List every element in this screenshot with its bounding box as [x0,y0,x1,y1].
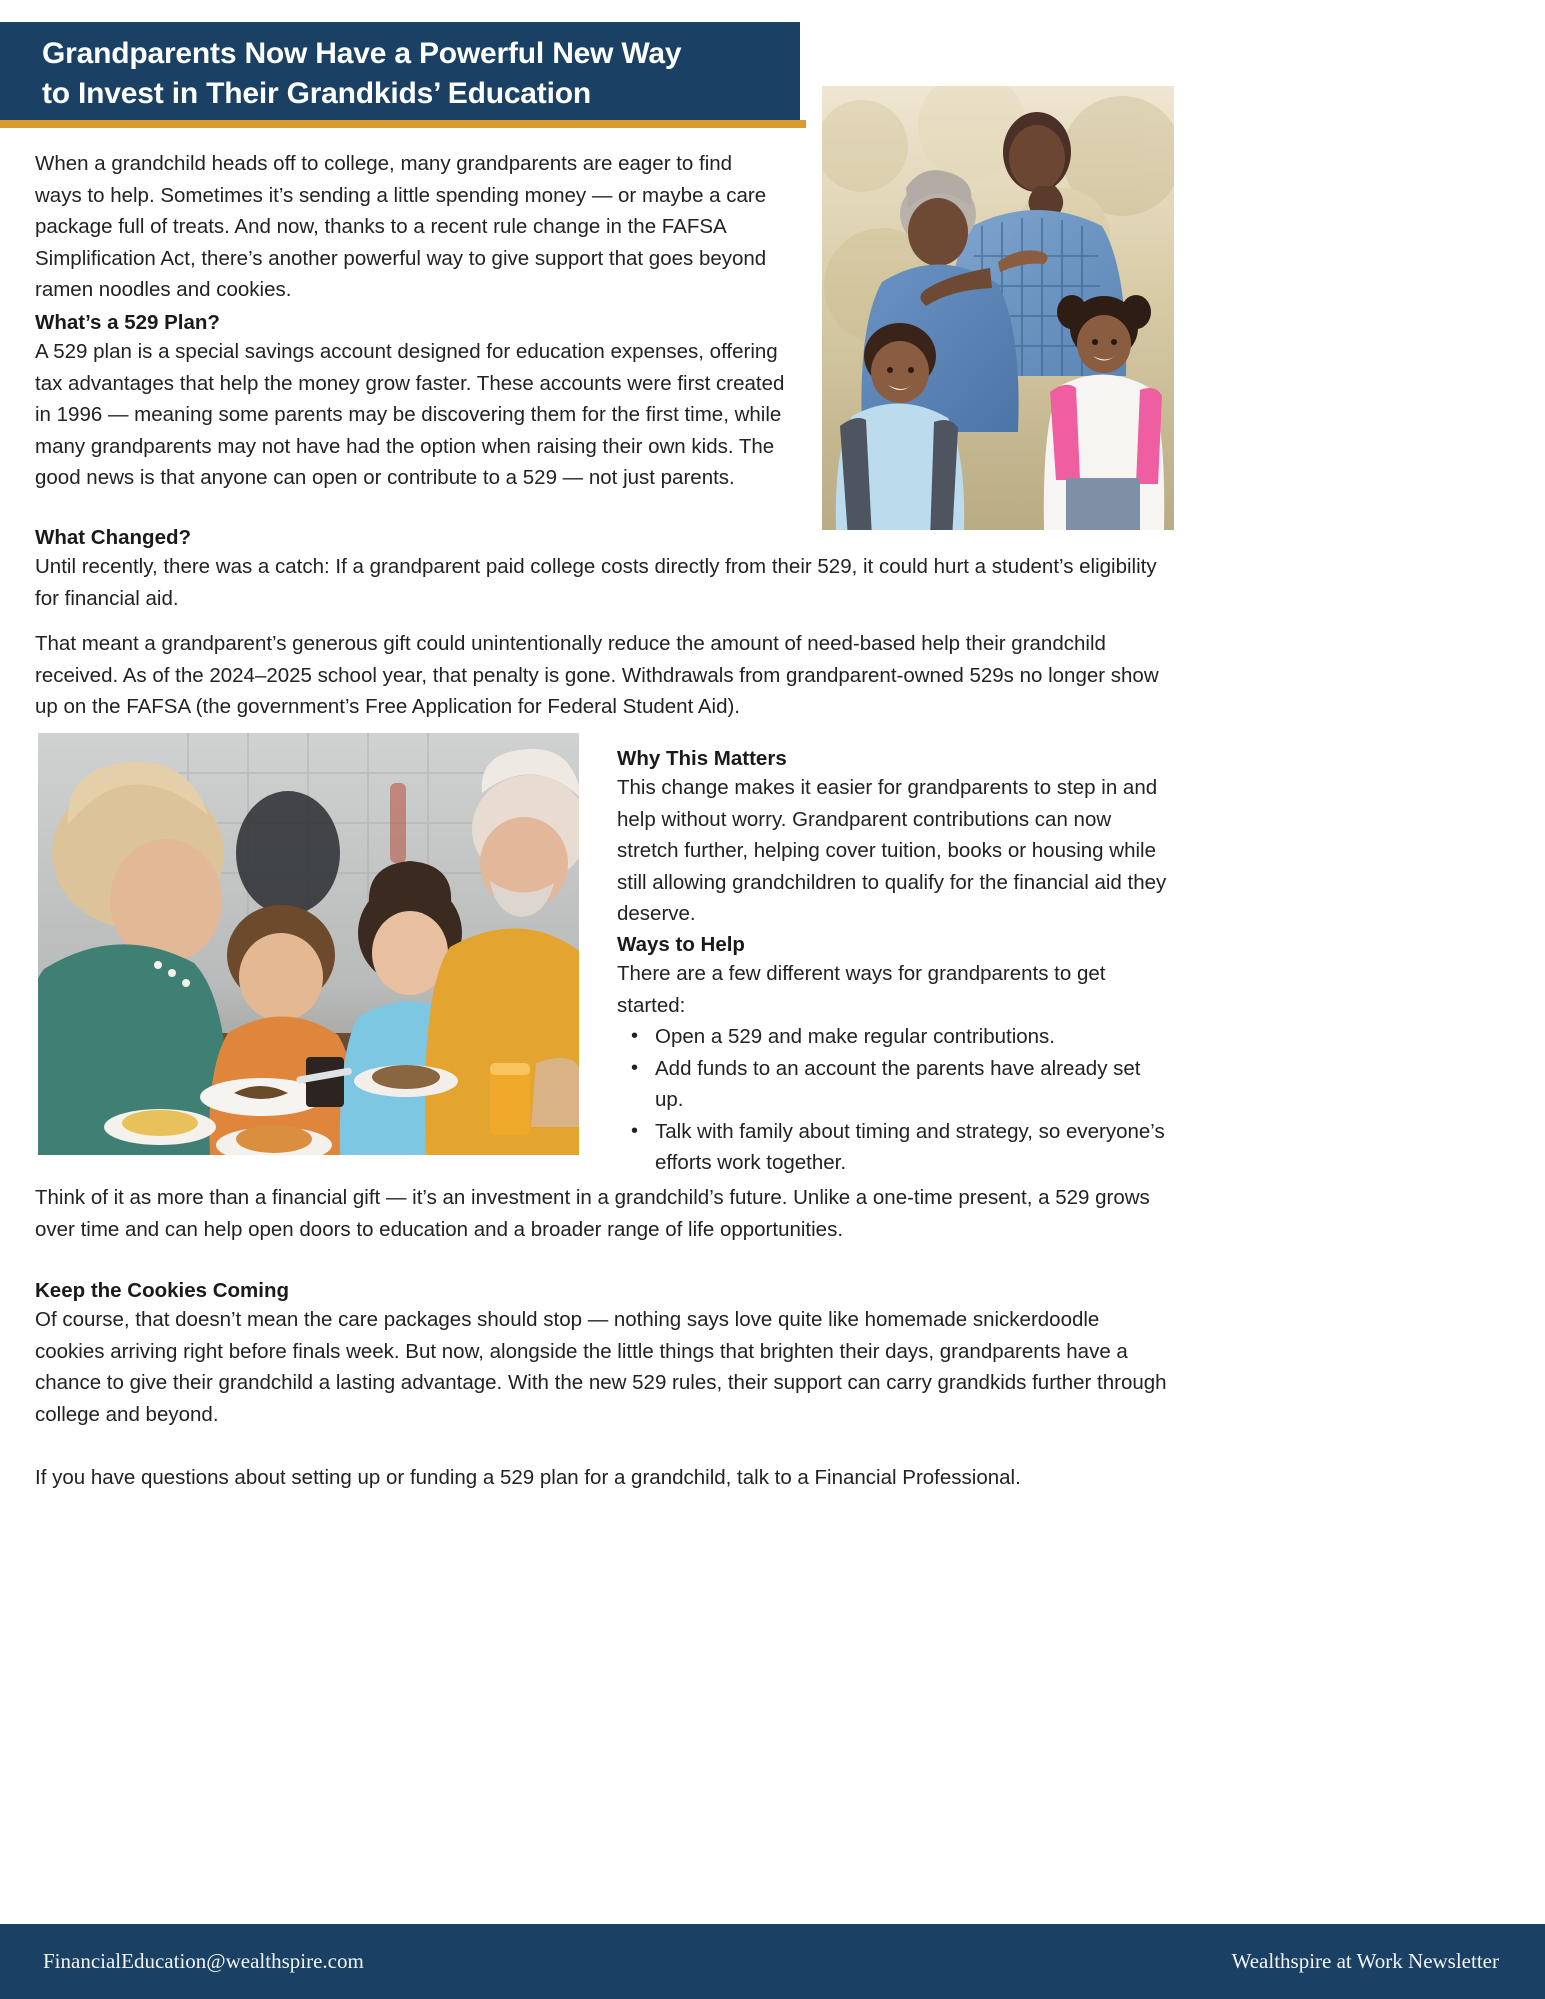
footer-newsletter-name: Wealthspire at Work Newsletter [1231,1949,1499,1973]
page-title-line-1: Grandparents Now Have a Powerful New Way [42,37,682,70]
section-529-plan-text: A 529 plan is a special savings account designed for education expenses, offering tax advantages that help the money grow faster. These accounts were first created in 1996 — meaning some parents may be discovering them for the first time, while many grandparents may not have had the option when raising their own kids. The good news is that anyone can open or contribute to a 529 — not just parents. [35,340,785,489]
heading-what-changed: What Changed? [35,526,192,549]
closing-paragraph-investment: Think of it as more than a financial gift — it’s an investment in a grandchild’s future. Unlike a one-time present, a 529 grows over time and can help open doors to education and a broader range of life opportunities. [35,1186,1150,1241]
heading-ways-to-help: Ways to Help [617,933,745,956]
section-ways-to-help-text: There are a few different ways for grandparents to get started: [617,962,1106,1017]
header-accent-rule [0,120,806,128]
heading-why-this-matters: Why This Matters [617,747,787,770]
heading-keep-the-cookies-coming: Keep the Cookies Coming [35,1279,290,1302]
heading-whats-a-529-plan: What’s a 529 Plan? [35,311,220,334]
section-what-changed-text-b: That meant a grandparent’s generous gift could unintentionally reduce the amount of need-based help their grandchild received. As of the 2024–2025 school year, that penalty is gone. Withdrawals from grandparent-owned 529s no longer show up on the FAFSA (the government’s Free Application for Federal Student Aid). [35,632,1159,718]
photo-grandparents-with-grandkids [822,86,1174,530]
section-what-changed-text: Until recently, there was a catch: If a grandparent paid college costs directly from their 529, it could hurt a student’s eligibility for financial aid. [35,555,1157,610]
section-keep-cookies-text: Of course, that doesn’t mean the care packages should stop — nothing says love quite like homemade snickerdoodle cookies arriving right before finals week. But now, alongside the little things that brighten their days, grandparents have a chance to give their grandchild a lasting advantage. With the new 529 rules, their support can carry grandkids further through college and beyond. [35,1308,1167,1426]
ways-to-help-list [617,1021,1173,1179]
list-item: • Open a 529 and make regular contributions. [617,1021,1173,1053]
call-to-action-paragraph: If you have questions about setting up or funding a 529 plan for a grandchild, talk to a Financial Professional. [35,1466,1021,1489]
intro-paragraph: When a grandchild heads off to college, many grandparents are eager to find ways to help. Sometimes it’s sending a little spending money — or maybe a care package full of treats. And now, thanks to a recent rule change in the FAFSA Simplification Act, there’s another powerful way to give support that goes beyond ramen noodles and cookies. [35,152,767,301]
photo-family-at-breakfast-table [38,733,579,1155]
footer-email[interactable]: FinancialEducation@wealthspire.com [43,1949,364,1973]
page-title-line-2: to Invest in Their Grandkids’ Education [42,76,591,110]
section-why-this-matters-text: This change makes it easier for grandparents to step in and help without worry. Grandparent contributions can now stretch further, helping cover tuition, books or housing while still allowing grandchildren to qualify for the financial aid they deserve. [617,776,1167,925]
list-item: • Add funds to an account the parents have already set up. [617,1053,1173,1116]
page-title [42,34,782,114]
list-item: • Talk with family about timing and strategy, so everyone’s efforts work together. [617,1116,1173,1179]
